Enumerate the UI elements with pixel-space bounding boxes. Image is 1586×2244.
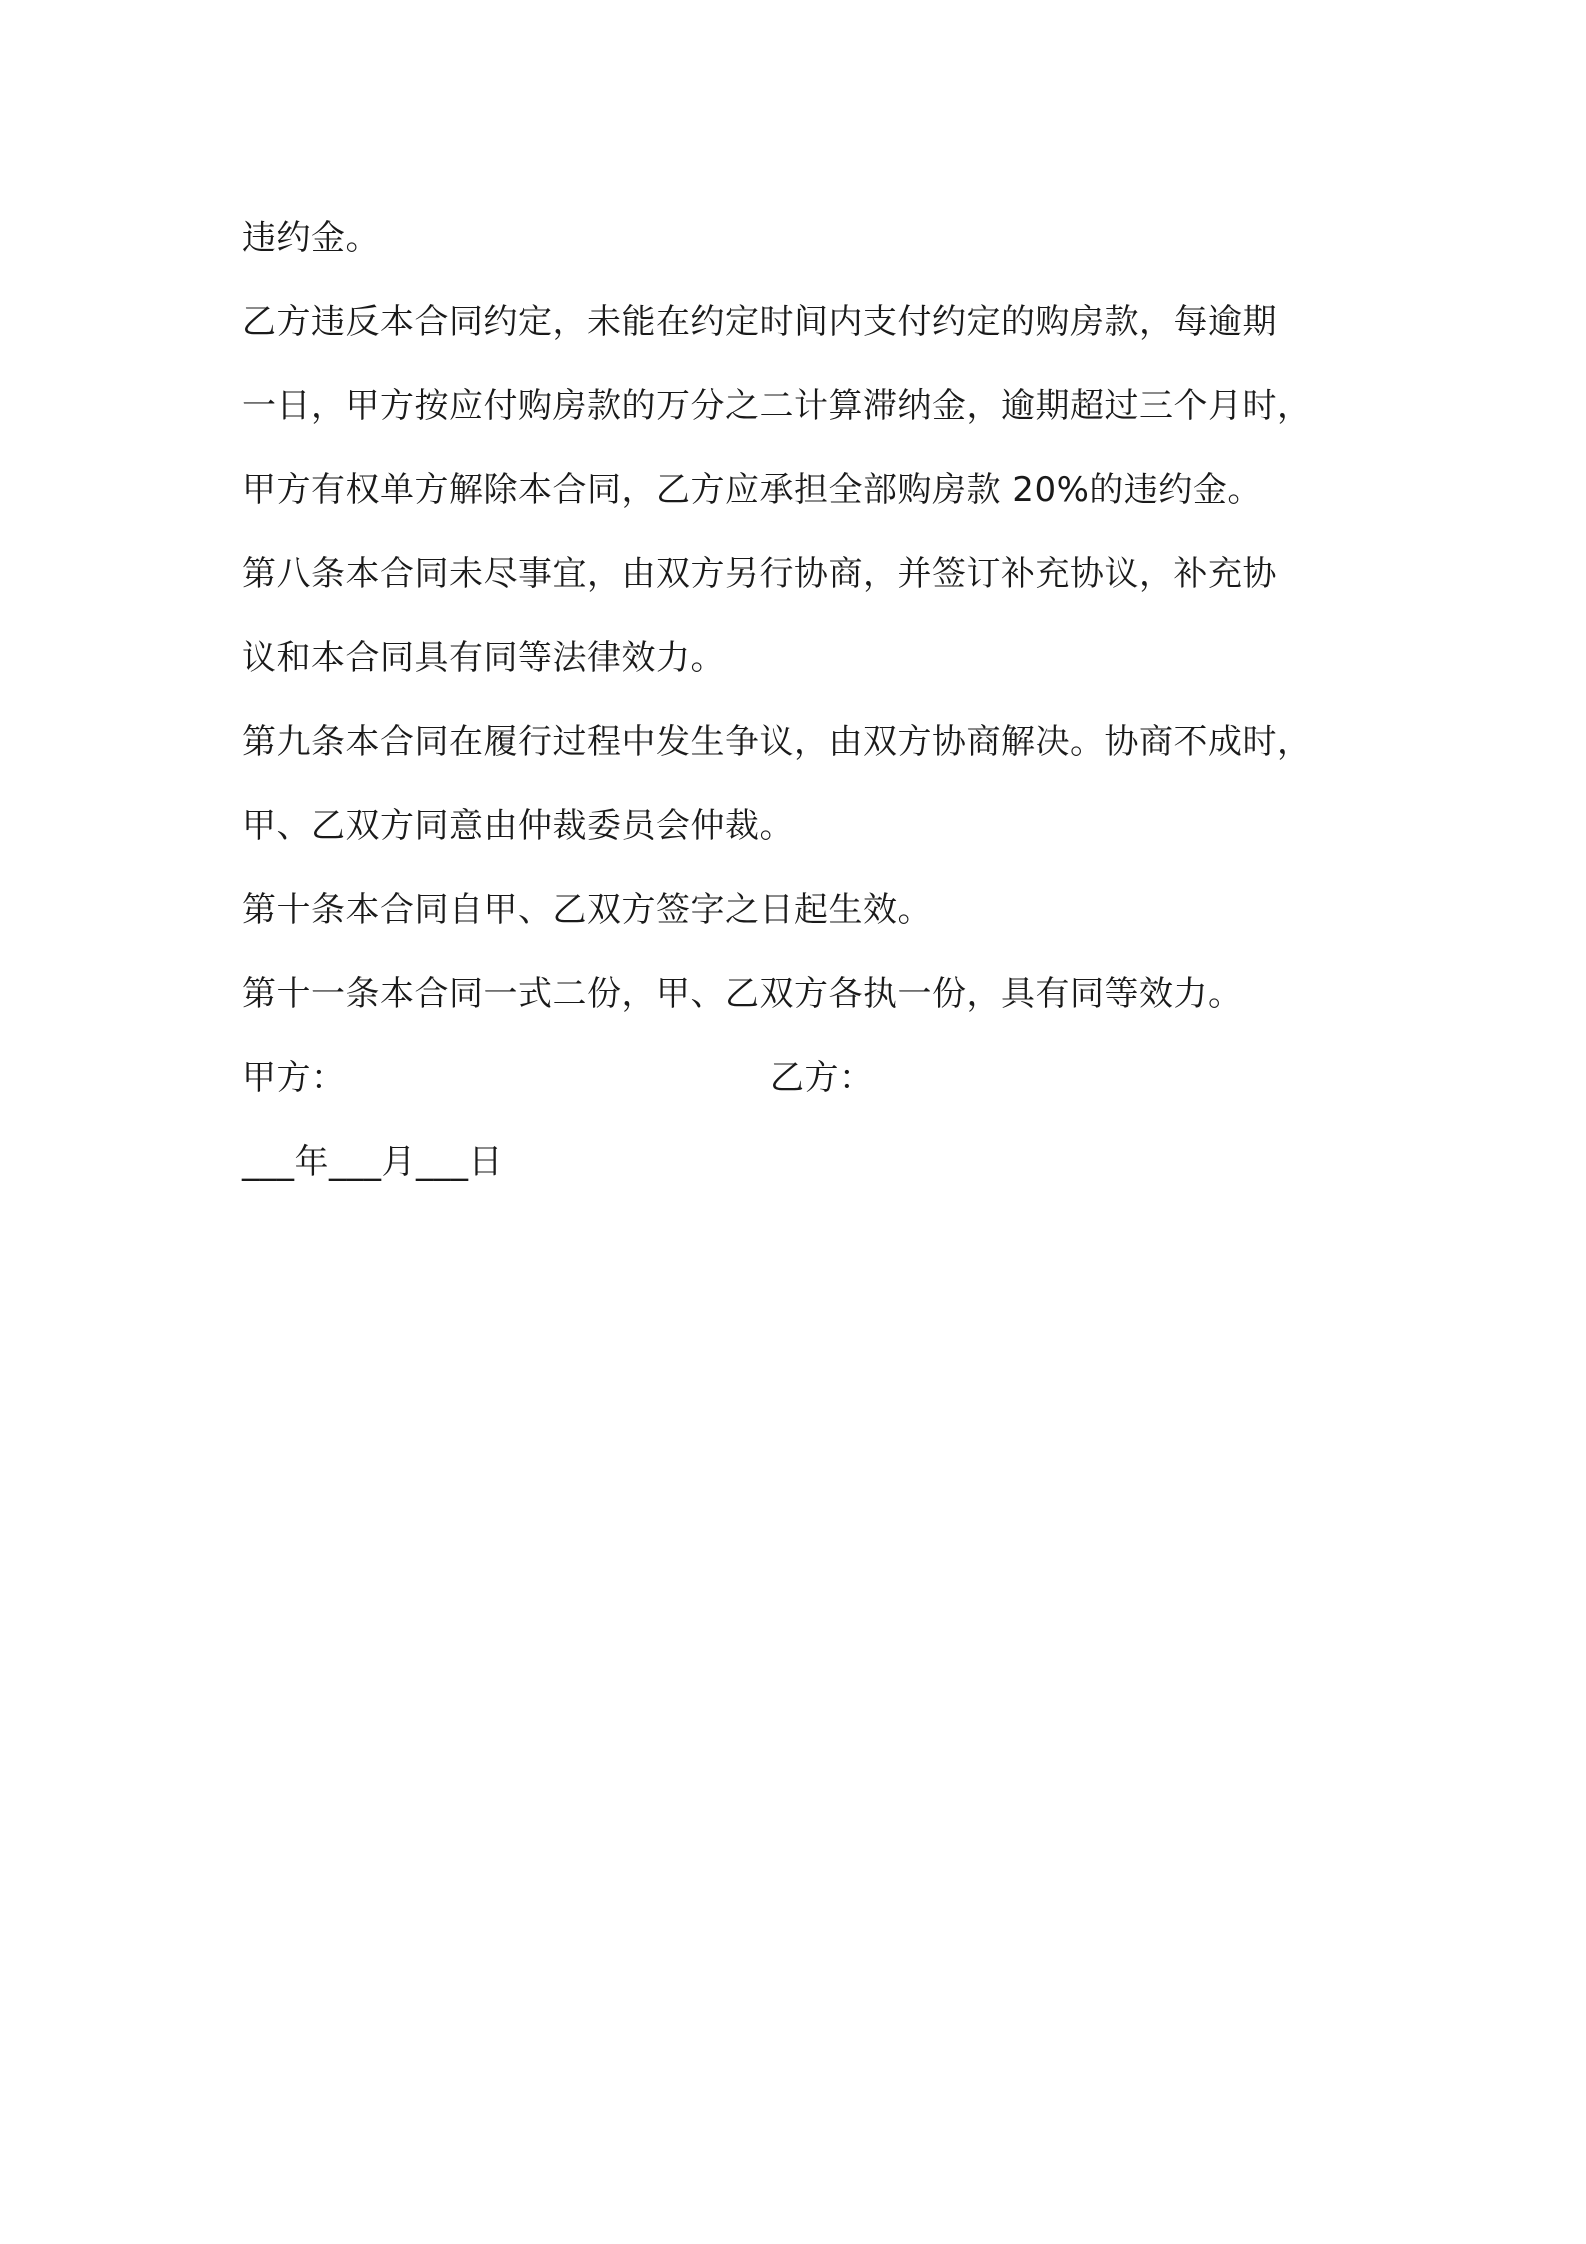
text-line: 第八条本合同未尽事宜，由双方另行协商，并签订补充协议，补充协 [242, 554, 1277, 594]
text-line: 乙方违反本合同约定，未能在约定时间内支付约定的购房款，每逾期 [242, 302, 1277, 342]
text-line: 议和本合同具有同等法律效力。 [242, 638, 725, 678]
contract-text [242, 196, 1372, 1204]
text-line: 违约金。 [242, 218, 380, 258]
text-line: 第十条本合同自甲、乙双方签字之日起生效。 [242, 890, 932, 930]
signature-row [242, 1036, 1372, 1120]
text-line: 第十一条本合同一式二份，甲、乙双方各执一份，具有同等效力。 [242, 974, 1243, 1014]
text-line: 甲、乙双方同意由仲裁委员会仲裁。 [242, 806, 794, 846]
party-b-label: 乙方： [770, 1058, 874, 1098]
text-line: 第九条本合同在履行过程中发生争议，由双方协商解决。协商不成时， [242, 722, 1312, 762]
party-a-label: 甲方： [242, 1058, 346, 1098]
text-line: 甲方有权单方解除本合同，乙方应承担全部购房款 20%的违约金。 [242, 470, 1262, 510]
text-line: 一日，甲方按应付购房款的万分之二计算滞纳金，逾期超过三个月时， [242, 386, 1312, 426]
date-line: ___年___月___日 [242, 1142, 503, 1182]
